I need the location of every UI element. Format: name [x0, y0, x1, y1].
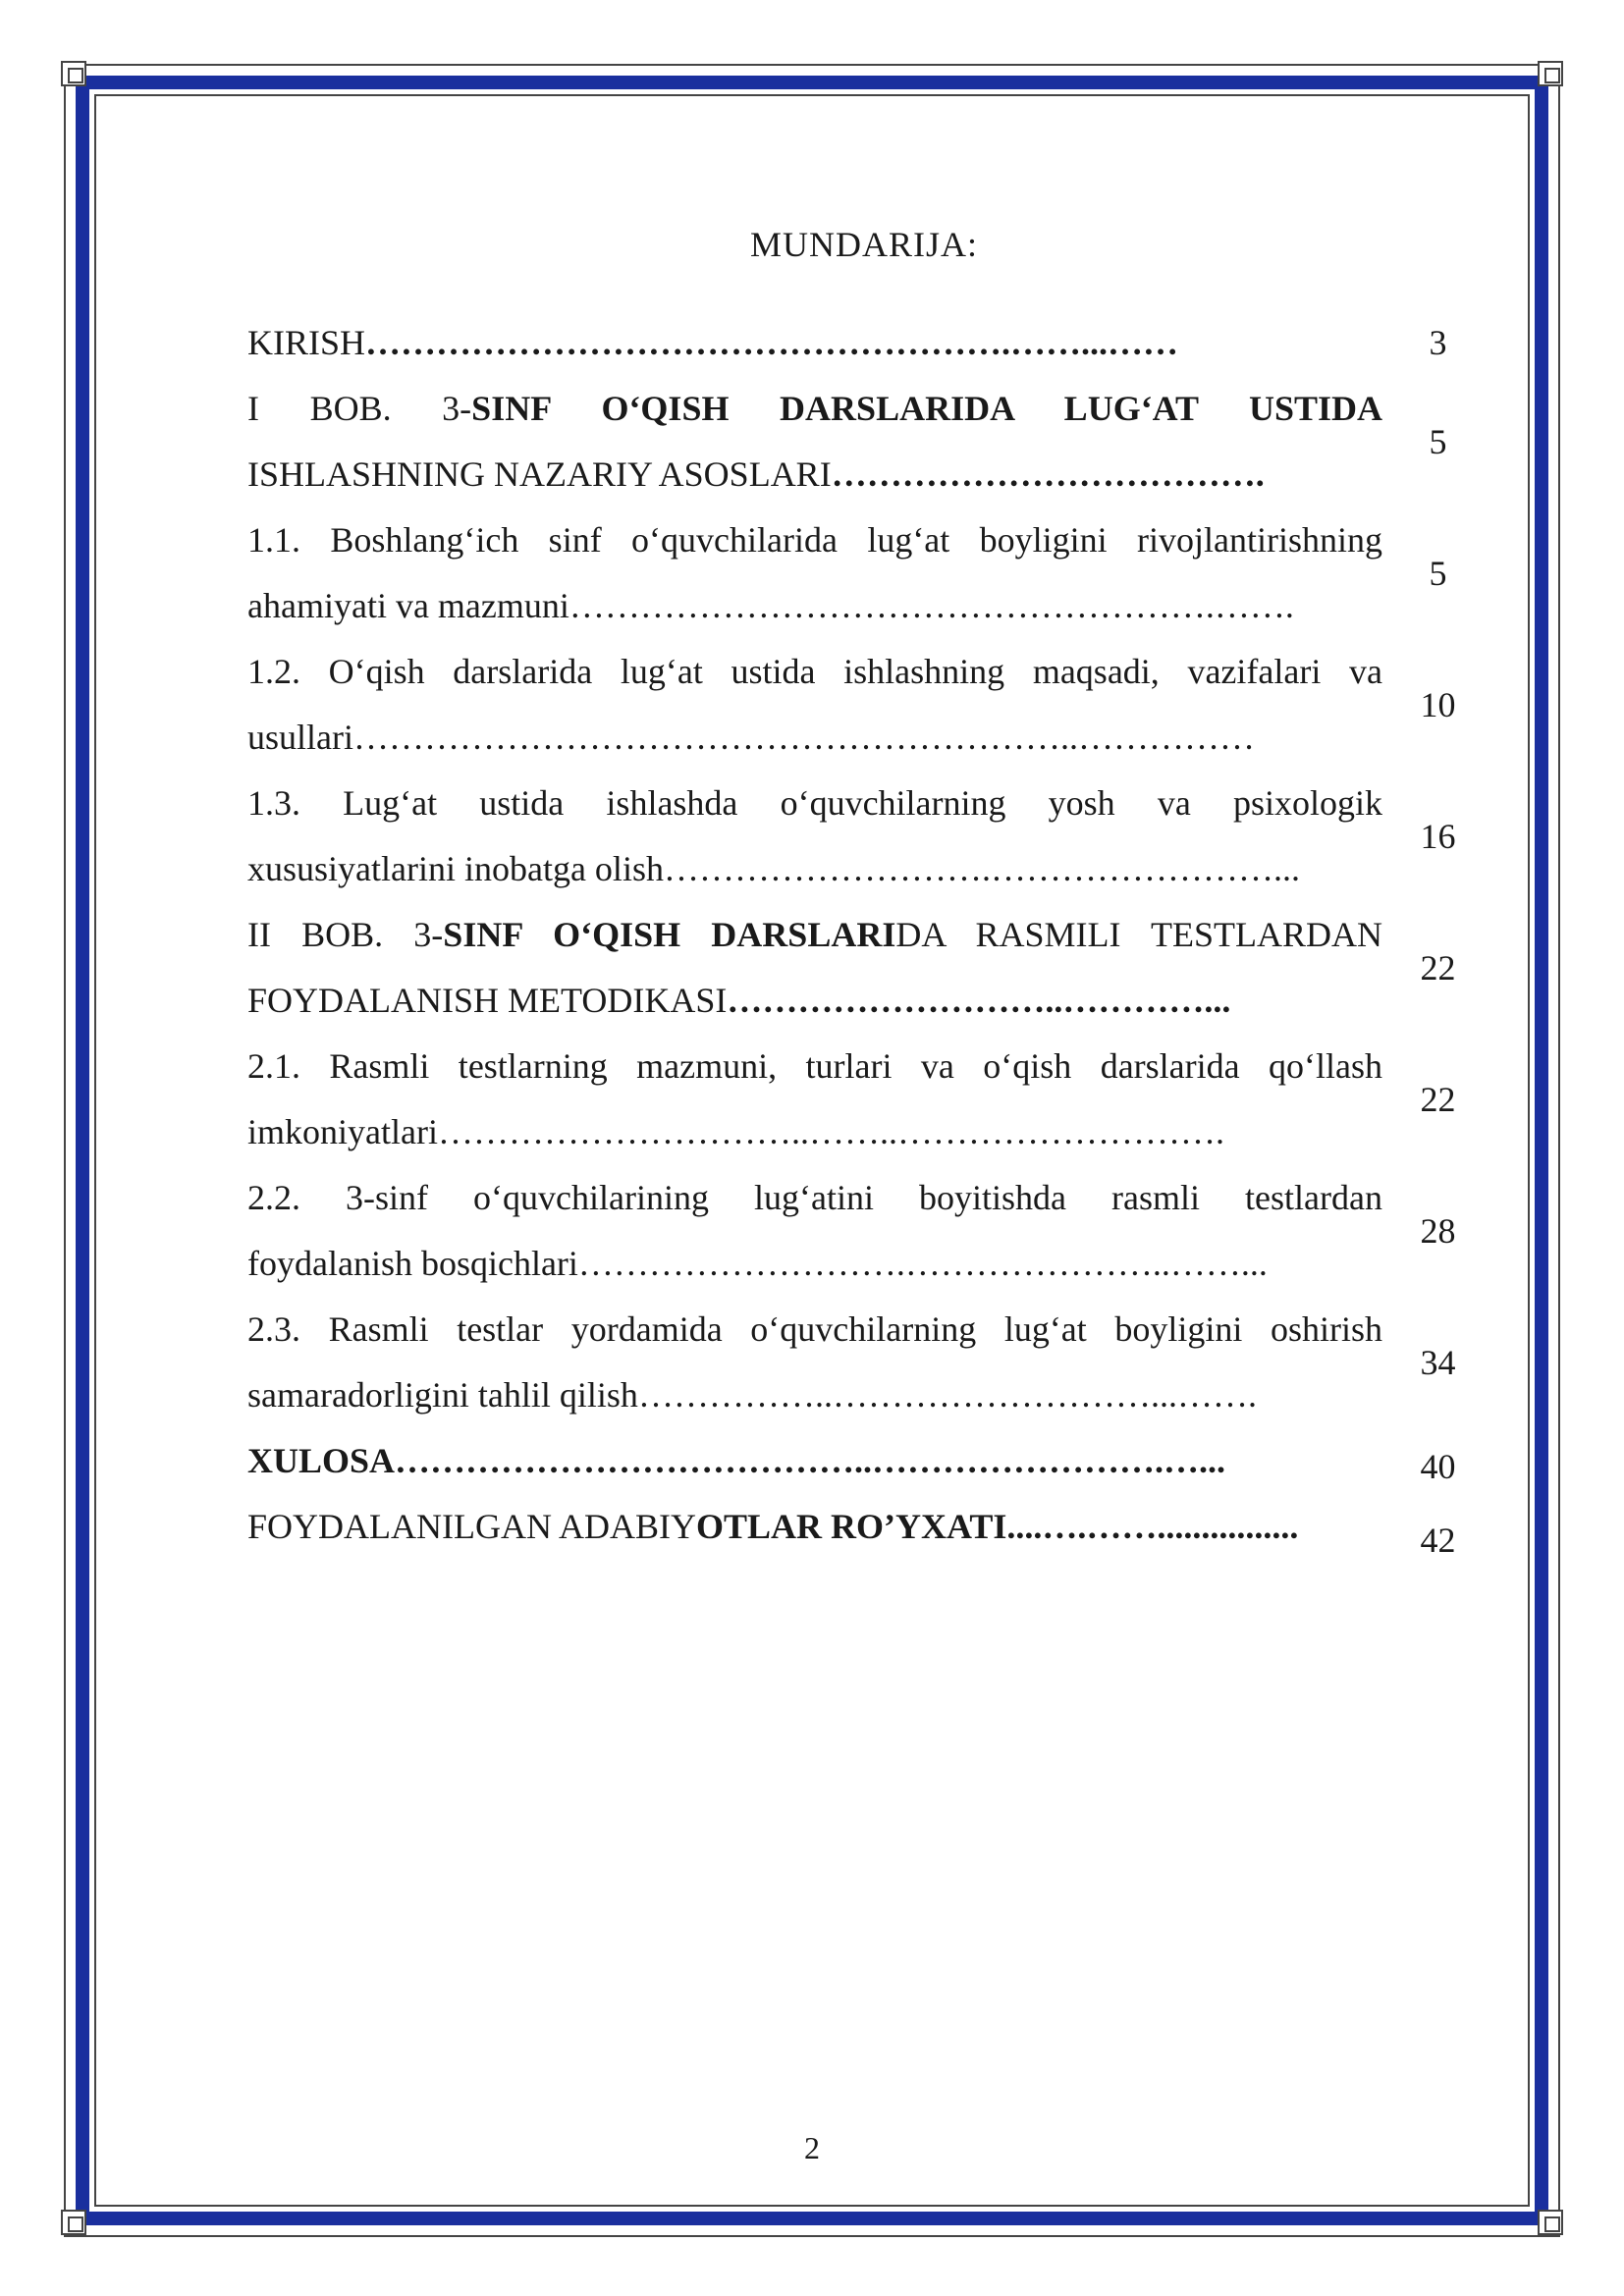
toc-entry-label: KIRISH — [247, 323, 366, 362]
toc-entry-label: foydalanish bosqichlari — [247, 1244, 578, 1283]
toc-page-number: 40 — [1420, 1447, 1456, 1486]
toc-entry-label: usullari — [247, 718, 353, 757]
toc-entry-1-3 — [247, 771, 1475, 902]
toc-entry-text: 1.3. Lug‘at ustida ishlashda o‘quvchilarning yosh va psixologik — [247, 783, 1382, 823]
toc-entry-label: DA RASMILI TESTLARDAN — [895, 915, 1382, 954]
toc-leader-dots: ………………………………. — [831, 454, 1265, 494]
toc-page-number: 34 — [1420, 1343, 1456, 1382]
toc-entry-label: FOYDALANILGAN ADABIY — [247, 1507, 696, 1546]
frame-corner-ornament — [1538, 61, 1563, 86]
toc-title: MUNDARIJA: — [749, 225, 978, 264]
toc-entry-kirish — [247, 310, 1475, 376]
toc-entry-references — [247, 1494, 1475, 1560]
table-of-contents — [247, 310, 1475, 1560]
toc-entry-text — [247, 1428, 1382, 1494]
toc-leader-dots: ……………………….…………………..……... — [577, 1244, 1268, 1283]
frame-corner-ornament — [61, 61, 86, 86]
toc-entry-text — [247, 376, 1382, 442]
toc-entry-text — [247, 902, 1382, 968]
toc-entry-text-line2 — [247, 968, 1382, 1034]
toc-leader-dots: ……………………….……………………... — [663, 849, 1300, 888]
toc-page-number: 16 — [1420, 817, 1456, 856]
toc-entry-text-line2 — [247, 573, 1382, 639]
toc-page-number: 3 — [1429, 323, 1447, 362]
frame-corner-ornament — [1538, 2210, 1563, 2235]
frame-corner-ornament — [61, 2210, 86, 2235]
toc-leader-dots: ……………………………………………………..…………… — [352, 718, 1255, 757]
toc-entry-text-line2 — [247, 836, 1382, 902]
toc-entry-label-bold: OTLAR RO’YXATI — [695, 1507, 1007, 1546]
toc-leader-dots: …………………………..……..………………………. — [437, 1112, 1224, 1151]
toc-leader-dots: ……………..………………………...……. — [637, 1375, 1257, 1415]
toc-page-number: 5 — [1429, 422, 1447, 461]
toc-entry-label: samaradorligini tahlil qilish — [247, 1375, 638, 1415]
toc-leader-dots: …………………………………..…………………….…... — [395, 1441, 1226, 1480]
toc-entry-label-bold: XULOSA — [247, 1441, 396, 1480]
toc-entry-1-2 — [247, 639, 1475, 771]
toc-entry-label: ahamiyati va mazmuni — [247, 586, 569, 625]
toc-entry-text — [247, 310, 1382, 376]
toc-leader-dots: ....….……................ — [1006, 1507, 1299, 1546]
toc-entry-2-1 — [247, 1034, 1475, 1165]
toc-entry-text-line2 — [247, 1231, 1382, 1297]
toc-entry-label: I BOB. 3- — [247, 389, 472, 428]
toc-entry-2-2 — [247, 1165, 1475, 1297]
toc-entry-label-bold: SINF O‘QISH DARSLARIDA LUG‘AT USTIDA — [471, 389, 1382, 428]
toc-entry-text: 2.2. 3-sinf o‘quvchilarining lug‘atini boyitishda rasmli testlardan — [247, 1178, 1382, 1217]
toc-page-number: 42 — [1420, 1521, 1456, 1560]
toc-page-number: 22 — [1420, 948, 1456, 988]
toc-entry-text-line2 — [247, 1099, 1382, 1165]
toc-entry-label: II BOB. 3- — [247, 915, 444, 954]
toc-leader-dots: ………………………..…………... — [727, 981, 1231, 1020]
toc-entry-chapter-2 — [247, 902, 1475, 1034]
toc-entry-label: ISHLASHNING NAZARIY ASOSLARI — [247, 454, 832, 494]
toc-entry-label-bold: SINF O‘QISH DARSLARI — [443, 915, 896, 954]
toc-entry-label: xususiyatlarini inobatga olish — [247, 849, 664, 888]
toc-entry-text: 2.3. Rasmli testlar yordamida o‘quvchilarning lug‘at boyligini oshirish — [247, 1309, 1382, 1349]
toc-page-number: 5 — [1429, 554, 1447, 593]
toc-entry-text: 1.2. O‘qish darslarida lug‘at ustida ishlashning maqsadi, vazifalari va — [247, 652, 1382, 691]
toc-entry-label: FOYDALANISH METODIKASI — [247, 981, 728, 1020]
toc-entry-1-1 — [247, 507, 1475, 639]
toc-leader-dots: ……………………………………………….……. — [568, 586, 1294, 625]
page-number: 2 — [804, 2130, 820, 2165]
toc-page-number: 28 — [1420, 1211, 1456, 1251]
toc-entry-text: 2.1. Rasmli testlarning mazmuni, turlari va o‘qish darslarida qo‘llash — [247, 1046, 1382, 1086]
toc-entry-text-line2 — [247, 1362, 1382, 1428]
toc-entry-chapter-1 — [247, 376, 1475, 507]
toc-entry-text-line2 — [247, 442, 1382, 507]
toc-leader-dots: ……………………………………………….……...…… — [365, 323, 1179, 362]
toc-page-number: 10 — [1420, 685, 1456, 724]
toc-entry-text: 1.1. Boshlang‘ich sinf o‘quvchilarida lug‘at boyligini rivojlantirishning — [247, 520, 1382, 560]
toc-entry-label: imkoniyatlari — [247, 1112, 438, 1151]
toc-entry-text — [247, 1494, 1382, 1560]
toc-page-number: 22 — [1420, 1080, 1456, 1119]
toc-entry-text-line2 — [247, 705, 1382, 771]
toc-entry-xulosa — [247, 1428, 1475, 1494]
toc-entry-2-3 — [247, 1297, 1475, 1428]
